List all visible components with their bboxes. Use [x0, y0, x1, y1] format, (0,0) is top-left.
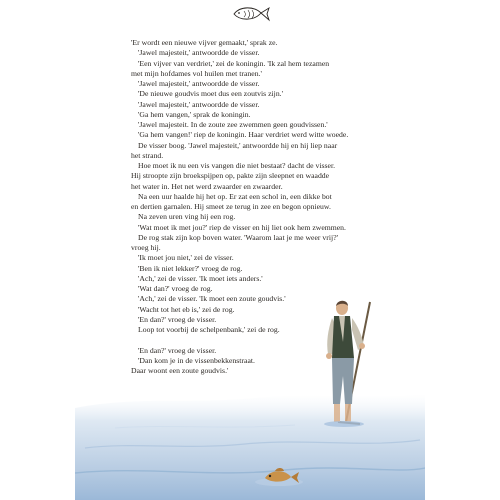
story-line: De visser boog. 'Jawel majesteit,' antwoordde hij en hij liep naar: [138, 140, 338, 150]
story-line: 'Ga hem vangen,' sprak de koningin.: [138, 109, 251, 119]
story-line: 'De nieuwe goudvis moet dus een zoutvis zijn.': [138, 89, 284, 99]
story-line: en dertien garnalen. Hij smeet ze terug in zee en begon opnieuw.: [131, 202, 331, 211]
story-line: 'Jawel majesteit,' antwoordde de visser.: [138, 99, 260, 109]
story-line: 'Wacht tot het eb is,' zei de rog.: [138, 304, 235, 314]
story-line: Hij stroopte zijn broekspijpen op, pakte zijn sleepnet en waadde: [131, 171, 330, 181]
story-line: Daar woont een zoute goudvis.': [131, 366, 229, 375]
story-line: 'Ach,' zei de visser. 'Ik moet iets anders.': [138, 273, 263, 283]
story-line: 'Wat dan?' vroeg de rog.: [138, 284, 213, 293]
story-line: het strand.: [131, 150, 164, 160]
story-line: 'Een vijver van verdriet,' zei de koningin. 'Ik zal hem tezamen: [138, 58, 330, 68]
story-line: 'Ga hem vangen!' riep de koningin. Haar verdriet werd witte woede.: [138, 130, 349, 140]
story-line: met mijn hofdames vol huilen met tranen.': [131, 68, 262, 78]
story-line: Loop tot voorbij de schelpenbank,' zei de rog.: [138, 325, 280, 334]
fisherman-icon: [316, 296, 380, 436]
story-line: Hoe moet ik nu een vis vangen die niet bestaat? dacht de visser.: [138, 161, 336, 170]
story-line: 'Dan kom je in de vissenbekkenstraat.: [138, 355, 255, 365]
story-line: 'Ik moet jou niet,' zei de visser.: [138, 253, 234, 263]
story-line: 'Ben ik niet lekker?' vroeg de rog.: [138, 263, 243, 273]
story-line: Na een uur haalde hij het op. Er zat een schol in, een dikke bot: [138, 191, 332, 201]
story-line: Na zeven uren ving hij een rog.: [138, 212, 236, 222]
story-line: 'Jawel majesteit. In de zoute zee zwemmen geen goudvissen.': [138, 120, 328, 129]
story-line: vroeg hij.: [131, 243, 161, 252]
story-line: 'En dan?' vroeg de visser.: [138, 314, 217, 324]
story-line: De rog stak zijn kop boven water. 'Waarom laat je me weer vrij?': [138, 232, 339, 242]
fish-ornament-icon: [230, 4, 272, 24]
story-line: 'Ach,' zei de visser. 'Ik moet een zoute goudvis.': [138, 294, 286, 304]
story-line: 'Er wordt een nieuwe vijver gemaakt,' sprak ze.: [131, 38, 278, 47]
story-line: 'En dan?' vroeg de visser.: [138, 345, 217, 355]
story-line: het water in. Het net werd zwaarder en zwaarder.: [131, 181, 283, 191]
swimming-fish-icon: [253, 466, 305, 488]
story-line: 'Wat moet ik met jou?' riep de visser en hij liet ook hem zwemmen.: [138, 222, 346, 232]
story-line: 'Jawel majesteit,' antwoordde de visser.: [138, 79, 260, 88]
story-line: 'Jawel majesteit,' antwoordde de visser.: [138, 48, 260, 58]
